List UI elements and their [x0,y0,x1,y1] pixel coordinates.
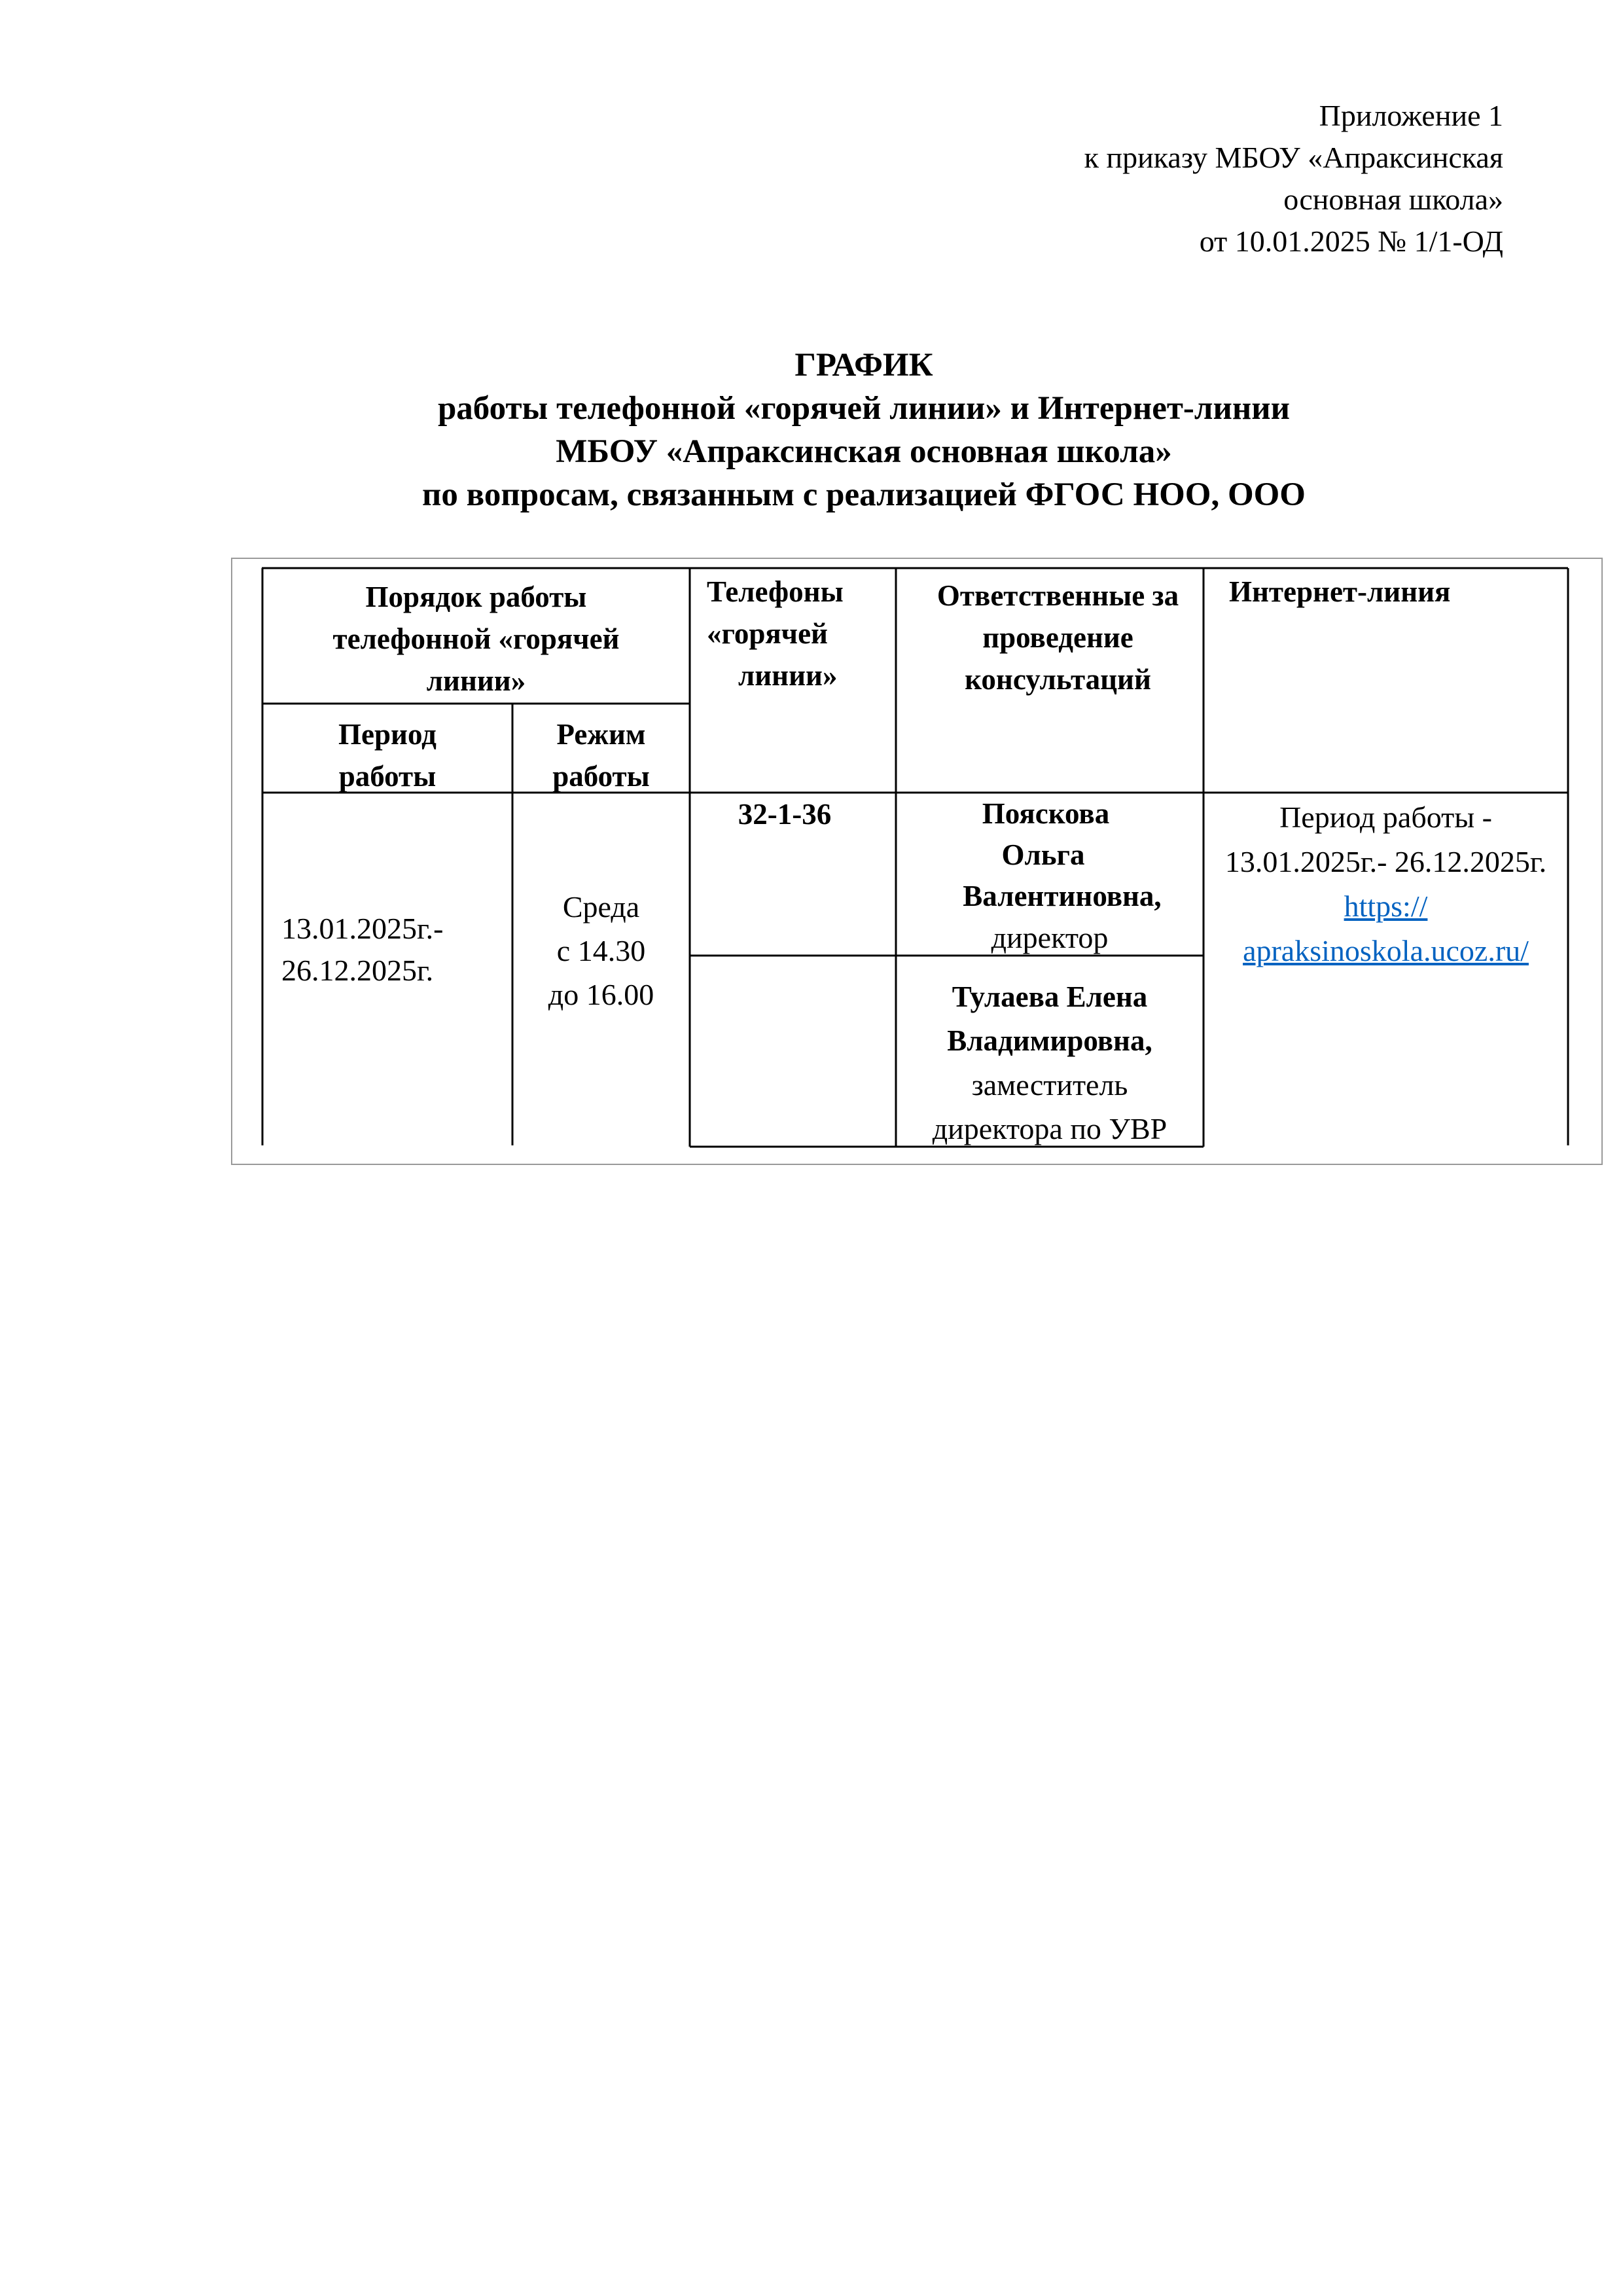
person-1-role: директор [991,921,1109,954]
internet-period-dates: 13.01.2025г.- 26.12.2025г. [1224,845,1547,878]
row-phone-1 [690,793,880,835]
header-order-line-1: Порядок работы [365,581,587,613]
row-period [281,908,444,992]
row-responsible-2 [896,975,1204,1151]
header-phones-line-2: «горячей [707,617,828,650]
row-period-line-1: 13.01.2025г.- [281,912,444,945]
person-2-name-line-2: Владимировна, [947,1024,1152,1057]
header-period-line-2: работы [338,760,437,793]
header-internet [1229,571,1450,613]
appendix-line-4: от 10.01.2025 № 1/1-ОД [1199,224,1503,258]
internet-link-line-2[interactable]: apraksinoskola.ucoz.ru/ [1243,934,1529,967]
person-1-surname: Пояскова [982,797,1110,830]
appendix-line-3: основная школа» [1283,183,1503,216]
row-phone-1-value: 32-1-36 [738,798,832,831]
title-line-3: МБОУ «Апраксинская основная школа» [556,433,1172,470]
row-mode [512,885,690,1016]
row-responsible-1 [896,793,1204,958]
header-period [262,713,512,797]
header-order [262,576,690,702]
person-2-name-line-1: Тулаева Елена [952,980,1148,1013]
header-period-line-1: Период [338,718,437,751]
row-mode-line-3: до 16.00 [548,978,654,1011]
header-mode-line-1: Режим [556,718,646,751]
person-2-role-line-1: заместитель [971,1068,1128,1102]
person-2-role-line-2: директора по УВР [932,1112,1168,1145]
row-period-line-2: 26.12.2025г. [281,954,434,987]
header-responsible-line-1: Ответственные за [936,579,1179,612]
title-line-1: ГРАФИК [794,347,933,384]
header-phones-line-1: Телефоны [707,575,844,608]
person-1-patronymic: Валентиновна, [963,880,1162,912]
header-responsible [896,575,1220,700]
title-line-2: работы телефонной «горячей линии» и Интернет-линии [437,390,1291,427]
internet-period-label: Период работы - [1279,800,1492,834]
row-mode-line-1: Среда [562,890,640,924]
document-title [0,344,1623,516]
appendix-line-2: к приказу МБОУ «Апраксинская [1084,141,1503,174]
header-phones-line-3: линии» [738,659,838,692]
internet-link-line-1[interactable]: https:// [1344,889,1428,923]
header-phones [707,571,844,696]
row-mode-line-2: с 14.30 [556,934,646,967]
header-responsible-line-3: консультаций [965,663,1151,696]
header-mode-line-2: работы [552,760,650,793]
title-line-4: по вопросам, связанным с реализацией ФГОС НОО, ООО [422,476,1306,513]
header-order-line-3: линии» [426,664,526,697]
row-internet [1204,795,1568,973]
appendix-line-1: Приложение 1 [1319,99,1503,132]
header-internet-label: Интернет-линия [1229,575,1451,608]
header-responsible-line-2: проведение [982,621,1133,654]
header-order-line-2: телефонной «горячей [332,622,620,655]
header-mode [512,713,690,797]
appendix-note [849,95,1503,262]
person-1-first-name: Ольга [1001,838,1085,871]
